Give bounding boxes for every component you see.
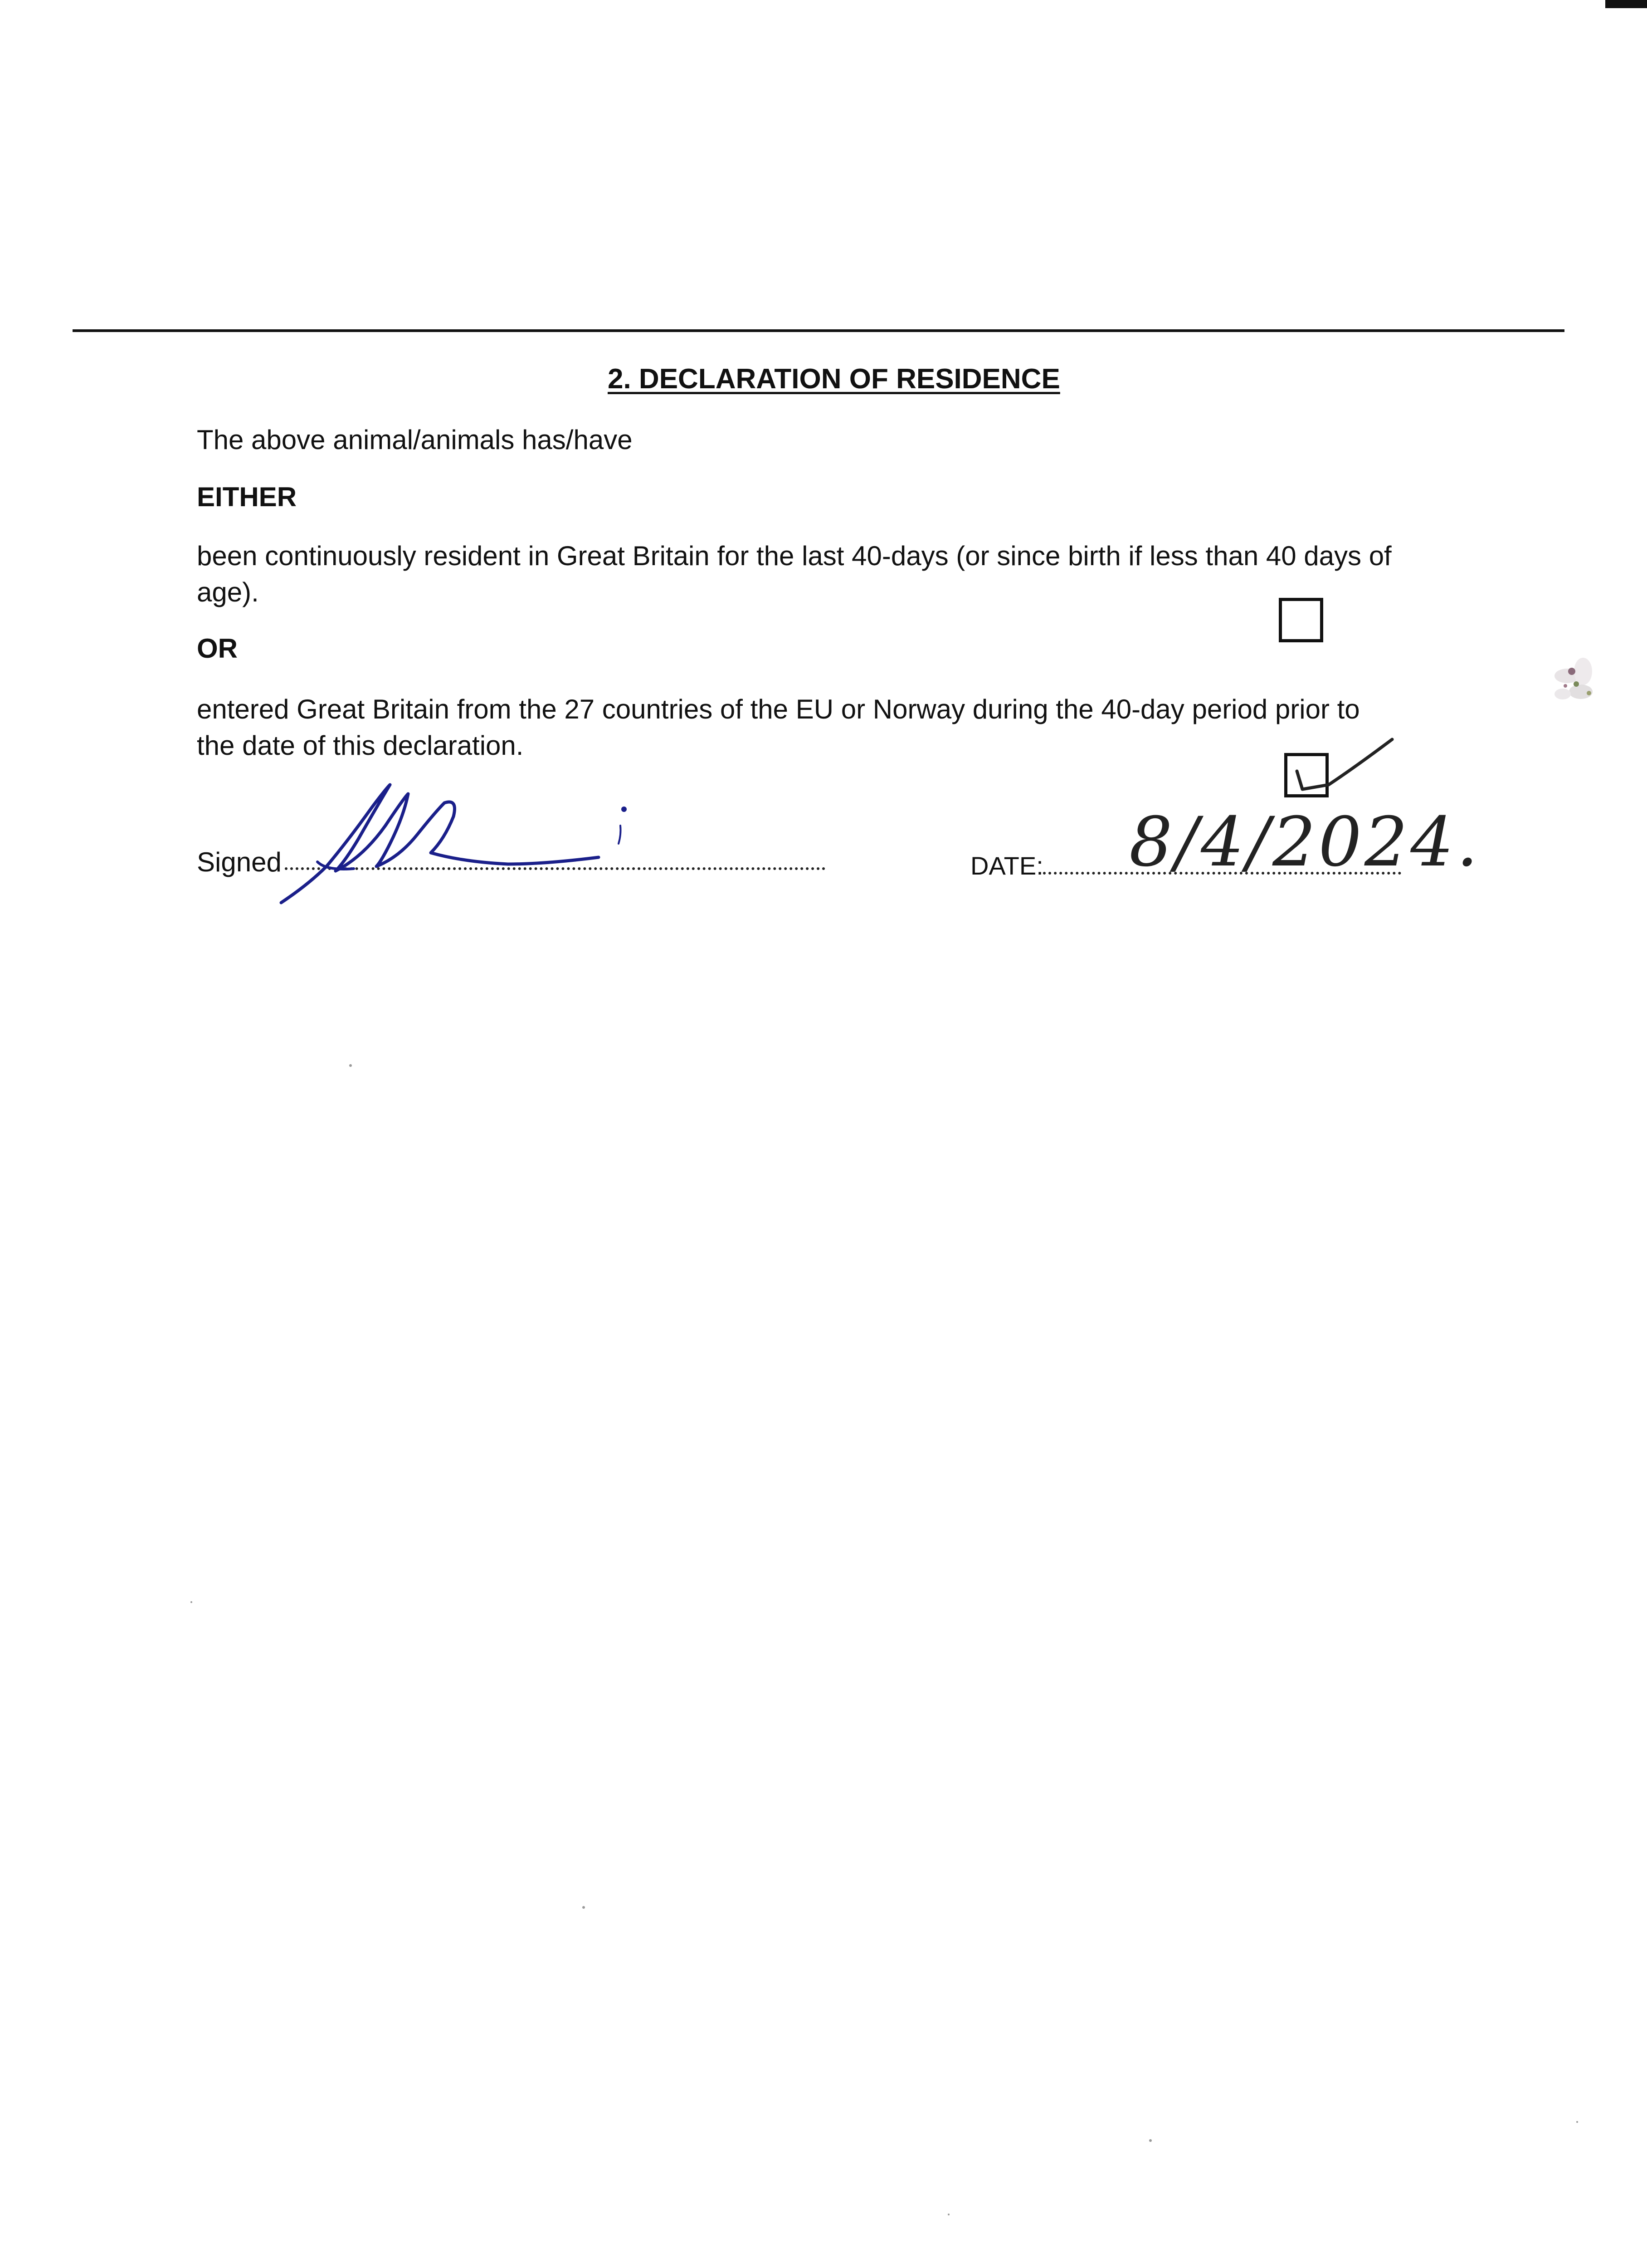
scan-speck [1149, 2139, 1152, 2142]
section-heading: 2. DECLARATION OF RESIDENCE [608, 363, 1060, 395]
scan-speck [582, 1906, 585, 1909]
intro-text: The above animal/animals has/have [197, 425, 633, 455]
option2-text-line2: the date of this declaration. [197, 730, 524, 761]
scan-speck [1576, 2121, 1578, 2123]
handwritten-signature [272, 767, 644, 912]
option1-text-line2: age). [197, 577, 259, 607]
scan-edge-mark [1605, 0, 1647, 8]
scan-speck [190, 1601, 192, 1603]
option2-text-line1: entered Great Britain from the 27 countries of the EU or Norway during the 40-day period prior to [197, 694, 1360, 724]
signed-label: Signed [197, 847, 282, 877]
or-label: OR [197, 633, 238, 664]
handwritten-date: 8/4/2024. [1129, 803, 1481, 882]
date-label: DATE: [970, 851, 1043, 880]
flower-speck-icon [1540, 644, 1608, 717]
either-label: EITHER [197, 482, 297, 512]
section-divider [73, 329, 1564, 332]
scan-speck [948, 2214, 950, 2215]
option1-text-line1: been continuously resident in Great Britain for the last 40-days (or since birth if less than 40 days of [197, 541, 1392, 571]
option1-checkbox[interactable] [1279, 598, 1323, 642]
scan-speck [349, 1064, 352, 1067]
